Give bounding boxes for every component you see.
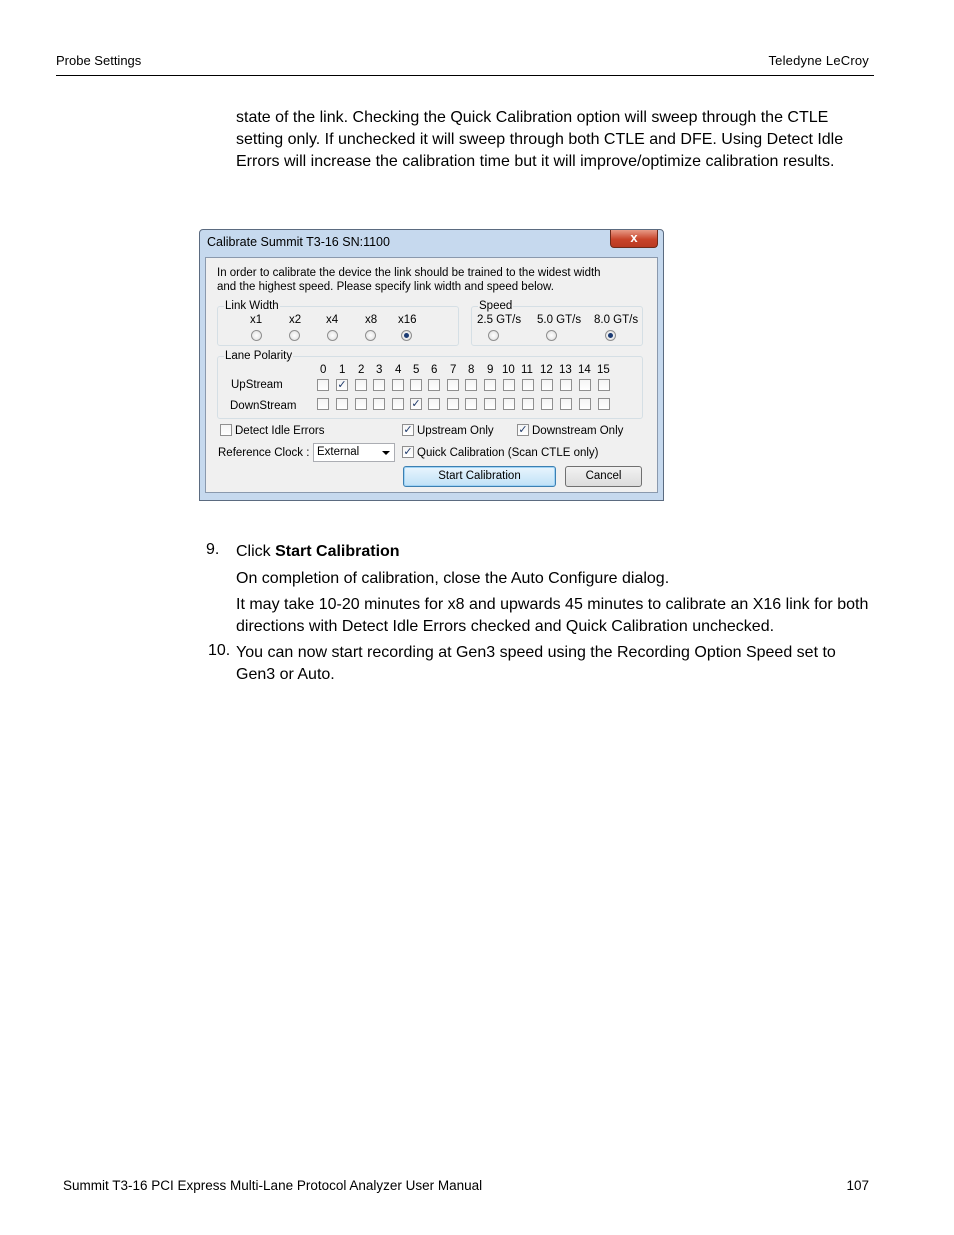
downstream-lane-13-checkbox[interactable] <box>560 398 572 410</box>
downstream-lane-2-checkbox[interactable] <box>355 398 367 410</box>
step-9-prefix: Click <box>236 543 276 560</box>
step-9-note-2: It may take 10-20 minutes for x8 and upwards 45 minutes to calibrate an X16 link for both directions with Detect Idle Errors checked and Quick Calibration unchecked. <box>236 596 869 635</box>
downstream-lane-10-checkbox[interactable] <box>503 398 515 410</box>
running-header-section: Probe Settings <box>56 53 142 68</box>
speed-label: Speed <box>479 300 513 312</box>
cancel-button[interactable]: Cancel <box>565 466 642 487</box>
footer-page-number: 107 <box>846 1178 869 1193</box>
lane-number-label: 10 <box>502 364 515 376</box>
lane-number-label: 7 <box>450 364 457 376</box>
downstream-lane-4-checkbox[interactable] <box>392 398 404 410</box>
footer-manual-title: Summit T3-16 PCI Express Multi-Lane Protocol Analyzer User Manual <box>63 1178 483 1193</box>
dialog-title: Calibrate Summit T3-16 SN:1100 <box>207 235 390 249</box>
lane-number-label: 14 <box>578 364 591 376</box>
dialog-instructions <box>217 266 637 294</box>
downstream-only-checkbox[interactable]: ✓ <box>518 424 528 436</box>
link-width-x1-radio[interactable] <box>251 330 262 341</box>
lane-number-label: 2 <box>358 364 365 376</box>
downstream-lane-9-checkbox[interactable] <box>484 398 496 410</box>
downstream-lane-15-checkbox[interactable] <box>598 398 610 410</box>
lane-number-label: 15 <box>597 364 610 376</box>
upstream-lane-5-checkbox[interactable] <box>410 379 422 391</box>
lane-number-label: 1 <box>339 364 346 376</box>
running-header-brand: Teledyne LeCroy <box>768 53 869 68</box>
lane-number-label: 11 <box>521 364 533 376</box>
upstream-lane-8-checkbox[interactable] <box>465 379 477 391</box>
link-width-x4-radio[interactable] <box>327 330 338 341</box>
lane-number-label: 4 <box>395 364 402 376</box>
downstream-lane-3-checkbox[interactable] <box>373 398 385 410</box>
downstream-lane-11-checkbox[interactable] <box>522 398 534 410</box>
lane-polarity-group <box>217 350 643 419</box>
dropdown-arrow-icon <box>382 451 390 455</box>
instructions-line-1: In order to calibrate the device the link should be trained to the widest width <box>217 267 601 279</box>
upstream-lane-13-checkbox[interactable] <box>560 379 572 391</box>
step-10-instruction: You can now start recording at Gen3 speed using the Recording Option Speed set to Gen3 or Auto. <box>236 644 836 683</box>
lane-number-label: 5 <box>413 364 420 376</box>
header-rule <box>56 75 874 76</box>
upstream-lane-6-checkbox[interactable] <box>428 379 440 391</box>
upstream-row-label: UpStream <box>231 379 283 391</box>
speed-option-2-5-label: 2.5 GT/s <box>477 314 522 326</box>
link-width-option-x1-label: x1 <box>250 314 263 326</box>
lane-polarity-label: Lane Polarity <box>225 350 293 362</box>
downstream-lane-7-checkbox[interactable] <box>447 398 459 410</box>
downstream-only-label: Downstream Only <box>532 425 624 437</box>
instructions-line-2: and the highest speed. Please specify link width and speed below. <box>217 281 554 293</box>
upstream-lane-12-checkbox[interactable] <box>541 379 553 391</box>
downstream-row-label: DownStream <box>230 400 297 412</box>
downstream-lane-8-checkbox[interactable] <box>465 398 477 410</box>
speed-option-5-0-label: 5.0 GT/s <box>537 314 582 326</box>
speed-group <box>471 300 643 346</box>
speed-option-8-0-label: 8.0 GT/s <box>594 314 639 326</box>
lane-number-label: 8 <box>468 364 475 376</box>
reference-clock-value: External <box>317 446 360 458</box>
downstream-lane-1-checkbox[interactable] <box>336 398 348 410</box>
link-width-option-x4-label: x4 <box>326 314 339 326</box>
step-9-action: Start Calibration <box>275 543 400 560</box>
downstream-lane-0-checkbox[interactable] <box>317 398 329 410</box>
upstream-lane-10-checkbox[interactable] <box>503 379 515 391</box>
downstream-lane-14-checkbox[interactable] <box>579 398 591 410</box>
step-9-number: 9. <box>206 541 220 558</box>
reference-clock-label: Reference Clock : <box>218 447 310 459</box>
lane-number-label: 13 <box>559 364 572 376</box>
downstream-lane-12-checkbox[interactable] <box>541 398 553 410</box>
upstream-lane-2-checkbox[interactable] <box>355 379 367 391</box>
upstream-lane-9-checkbox[interactable] <box>484 379 496 391</box>
link-width-x2-radio[interactable] <box>289 330 300 341</box>
reference-clock-select[interactable] <box>313 443 395 462</box>
link-width-group <box>217 300 459 346</box>
upstream-lane-0-checkbox[interactable] <box>317 379 329 391</box>
start-calibration-button[interactable]: Start Calibration <box>403 466 556 487</box>
step-9-note-1: On completion of calibration, close the Auto Configure dialog. <box>236 570 670 587</box>
downstream-lane-6-checkbox[interactable] <box>428 398 440 410</box>
speed-8-0-radio[interactable] <box>605 330 616 341</box>
link-width-option-x16-label: x16 <box>398 314 417 326</box>
link-width-option-x8-label: x8 <box>365 314 378 326</box>
downstream-lane-5-checkbox[interactable]: ✓ <box>411 398 421 410</box>
calibrate-dialog <box>199 229 664 501</box>
lane-number-label: 9 <box>487 364 494 376</box>
upstream-lane-7-checkbox[interactable] <box>447 379 459 391</box>
upstream-lane-3-checkbox[interactable] <box>373 379 385 391</box>
upstream-lane-1-checkbox[interactable]: ✓ <box>337 379 347 391</box>
link-width-label: Link Width <box>225 300 279 312</box>
detect-idle-errors-checkbox[interactable] <box>220 424 232 436</box>
intro-paragraph: state of the link. Checking the Quick Calibration option will sweep through the CTLE setting only. If unchecked it will sweep through both CTLE and DFE. Using Detect Idle Errors will increase the calibration time but it will improve/optimize calibration results. <box>236 109 844 170</box>
link-width-option-x2-label: x2 <box>289 314 302 326</box>
quick-calibration-label: Quick Calibration (Scan CTLE only) <box>417 447 599 459</box>
upstream-lane-15-checkbox[interactable] <box>598 379 610 391</box>
upstream-only-label: Upstream Only <box>417 425 494 437</box>
upstream-lane-14-checkbox[interactable] <box>579 379 591 391</box>
lane-number-label: 6 <box>431 364 438 376</box>
speed-5-0-radio[interactable] <box>546 330 557 341</box>
upstream-only-checkbox[interactable]: ✓ <box>403 424 413 436</box>
dialog-body <box>205 257 658 493</box>
upstream-lane-11-checkbox[interactable] <box>522 379 534 391</box>
lane-number-label: 0 <box>320 364 327 376</box>
close-icon[interactable]: x <box>610 230 658 248</box>
step-10-number: 10. <box>208 642 231 659</box>
link-width-x8-radio[interactable] <box>365 330 376 341</box>
upstream-lane-4-checkbox[interactable] <box>392 379 404 391</box>
speed-2-5-radio[interactable] <box>488 330 499 341</box>
step-9-instruction <box>236 541 876 563</box>
link-width-x16-radio[interactable] <box>401 330 412 341</box>
quick-calibration-checkbox[interactable]: ✓ <box>403 446 413 458</box>
lane-number-label: 3 <box>376 364 383 376</box>
detect-idle-errors-label: Detect Idle Errors <box>235 425 325 437</box>
lane-number-label: 12 <box>540 364 553 376</box>
